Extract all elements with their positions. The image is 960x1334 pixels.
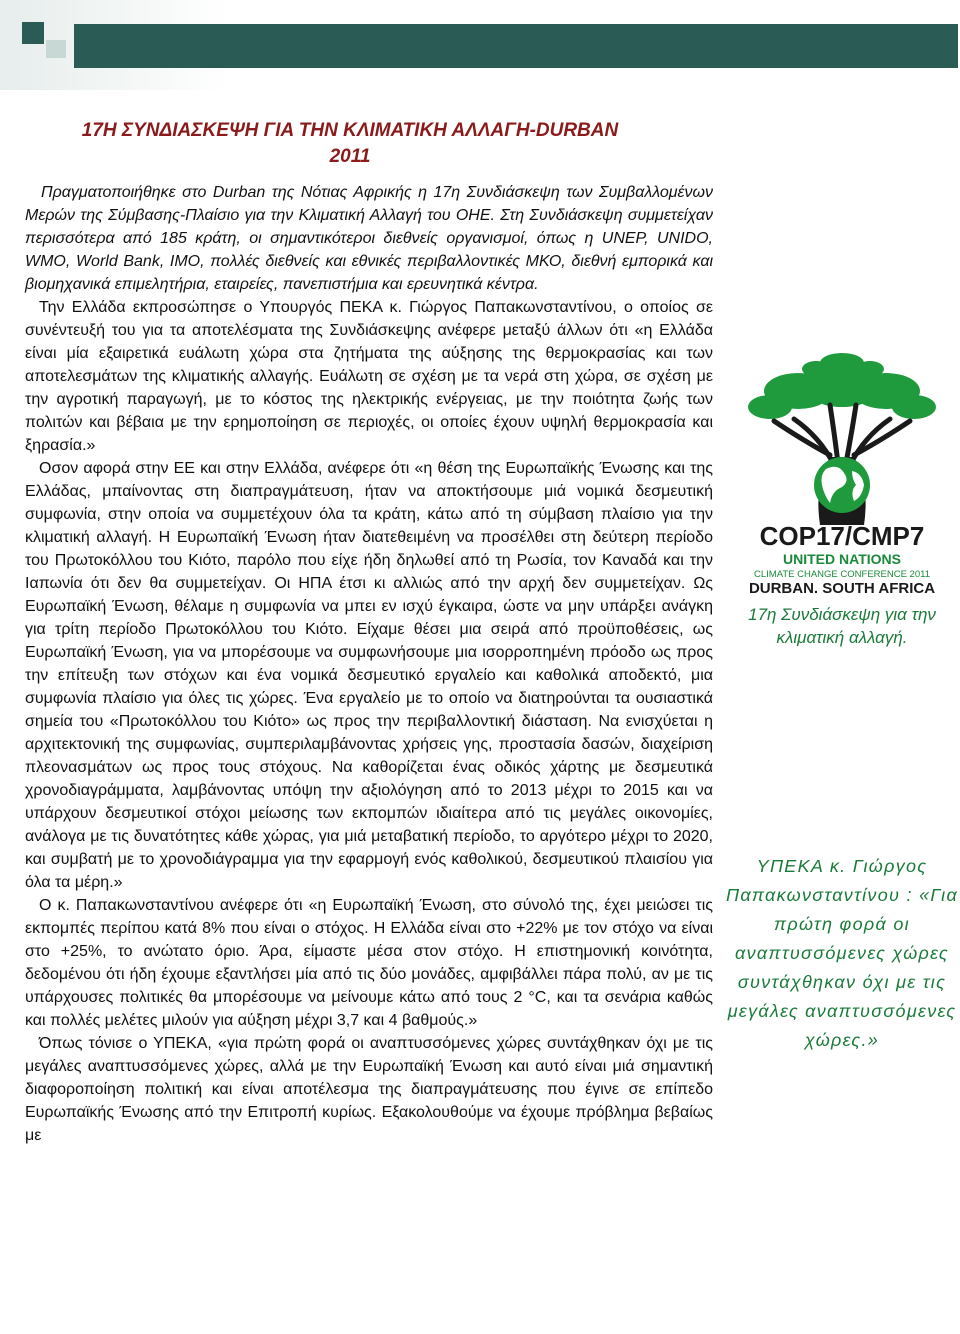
header-bar <box>74 24 958 68</box>
article-title-line2: 2011 <box>329 146 371 167</box>
tree-branches-icon <box>774 405 910 465</box>
paragraph: Ο κ. Παπακωνσταντίνου ανέφερε ότι «η Ευρωπαϊκή Ένωση, στο σύνολό της, έχει μειώσει τις εκπομπές περίπου κατά 8% που είναι ο στόχος. Η Ελλάδα είναι στο +22% με τον στόχο να είναι στο +25%, το ανώτατο όριο. Άρα, είμαστε μέσα στον στόχο. Η επιστημονική κοινότητα, δεδομένου ότι ήδη έχουμε εξαντλήσει μία από τις δύο μονάδες, αμφιβάλλει πάρα πολύ, αν με τις υπάρχουσες πολιτικές θα μπορέσουμε να μείνουμε κάτω από τους 2 °C, και τα σενάρια καθώς και πολλές μελέτες μιλούν για αύξηση μέχρι 3,7 και 4 βαθμούς.» <box>25 897 713 1029</box>
article-title <box>20 118 680 170</box>
logo-subtitle: UNITED NATIONS <box>783 551 901 567</box>
logo-caption: 17η Συνδιάσκεψη για την κλιματική αλλαγή. <box>748 605 936 647</box>
header-square-light <box>46 40 66 58</box>
paragraph: Την Ελλάδα εκπροσώπησε ο Υπουργός ΠΕΚΑ κ. Γιώργος Παπακωνσταντίνου, ο οποίος σε συνέντευξή του για τα αποτελέσματα της Συνδιάσκεψης ανέφερε μεταξύ άλλων ότι «η Ελλάδα είναι μία εξαιρετικά ευάλωτη χώρα στα ζητήματα της αύξησης της θερμοκρασίας και των αποτελεσμάτων της κλιματικής αλλαγής. Ευάλωτη σε σχέση με τα νερά στη χώρα, σε σχέση με την αγροτική παραγωγή, με το κόστος της ηλεκτρικής ενέργειας, με την ποιότητα ζωής των πολιτών και βέβαια με την ερημοποίηση σε περιοχές, οι οποίες έχουν υψηλή θερμοκρασία και ξηρασία.» <box>25 299 713 454</box>
paragraph-intro: Πραγματοποιήθηκε στο Durban της Νότιας Αφρικής η 17η Συνδιάσκεψη των Συμβαλλομένων Μερών της Σύμβασης-Πλαίσιο για την Κλιματική Αλλαγή του ΟΗΕ. Στη Συνδιάσκεψη συμμετείχαν περισσότερα από 185 κράτη, οι σημαντικότεροι διεθνείς οργανισμοί, όπως η UNEP, UNIDO, WMO, World Bank, IMO, πολλές διεθνείς και εθνικές περιβαλλοντικές ΜΚΟ, διεθνή εμπορικά και βιομηχανικά επιμελητήρια, εταιρείες, πανεπιστήμια και ερευνητικά κέντρα. <box>25 184 713 293</box>
logo-conference: CLIMATE CHANGE CONFERENCE 2011 <box>754 569 930 580</box>
tree-canopy-icon <box>748 353 936 419</box>
logo-location: DURBAN. SOUTH AFRICA <box>748 580 936 595</box>
paragraph: Όπως τόνισε ο ΥΠΕΚΑ, «για πρώτη φορά οι αναπτυσσόμενες χώρες συντάχθηκαν όχι με τις μεγάλες αναπτυσσόμενες χώρες, αλλά με την Ευρωπαϊκή Ένωση και αυτό είναι μιά σημαντική διαφοροποίηση πολιτική και είναι αποτέλεσμα της διαπραγμάτευσης που έγινε σε επίπεδο Ευρωπαϊκής Ένωσης από την Επιτροπή κυρίως. Εξακολουθούμε να έχουμε πρόβλημα βεβαίως με <box>25 1035 713 1144</box>
logo-title: COP17/CMP7 <box>759 521 925 551</box>
article-title-line1: 17Η ΣΥΝΔΙΑΣΚΕΨΗ ΓΙΑ ΤΗΝ ΚΛΙΜΑΤΙΚΗ ΑΛΛΑΓΗ-DURBAN <box>81 120 619 141</box>
cop17-logo <box>734 345 950 595</box>
article-body <box>25 181 713 1147</box>
globe-icon <box>814 457 870 513</box>
paragraph: Οσον αφορά στην ΕΕ και στην Ελλάδα, ανέφερε ότι «η θέση της Ευρωπαϊκής Ένωσης και της Ελλάδας, μπαίνοντας στη διαπραγμάτευση, ήταν να αποκτήσουμε μιά νομικά δεσμευτική συμφωνία, στην οποία να συμμετέχουν όλα τα κράτη, κάτω από τη σύμβαση πλαίσιο για την κλιματική αλλαγή. Η Ευρωπαϊκή Ένωση ήταν διατεθειμένη να προσέλθει στη δεύτερη περίοδο του Πρωτοκόλλου του Κιότο, παρόλο που είχε ήδη δηλωθεί από τη Ρωσία, τον Καναδά και την Ιαπωνία ότι δεν θα συμμετείχαν. Οι ΗΠΑ έτσι κι αλλιώς από την αρχή δεν συμμετείχαν. Ως Ευρωπαϊκή Ένωση, θέλαμε η συμφωνία να μπει εν ισχύ έγκαιρα, ώστε να μην υπάρξει ανάγκη για τρίτη περίοδο Πρωτοκόλλου του Κιότο. Είχαμε θέσει μια σειρά από προϋποθέσεις, ως Ευρωπαϊκή Ένωση, για να μπορέσουμε να συμφωνήσουμε μια ισορροπημένη πρόοδο ως προς την επίτευξη των στόχων και ένα νομικά δεσμευτικό εργαλείο και καθολικά αποδεκτό, μια συμφωνία πλαίσιο για όλες τις χώρες. Ένα εργαλείο με το οποίο να διατηρούνται τα ουσιαστικά σημεία του «Πρωτοκόλλου του Κιότο» ως προς την περιβαλλοντική διάσταση. Να ενισχύεται η αρχιτεκτονική της συμφωνίας, συμπεριλαμβάνοντας χρήσεις γης, προστασία δασών, διαχείριση πλεονασμάτων ως προς τους στόχους. Να καθορίζεται ένας οδικός χάρτης με δεσμευτικά χρονοδιαγράμματα, λαμβάνοντας υπόψη την αξιολόγηση από το 2013 μέχρι το 2015 και να υπάρχουν δεσμευτικοί στόχοι μείωσης των εκπομπών ιδιαίτερα από τις μεγάλες οικονομίες, ανάλογα με τις δυνατότητες κάθε χώρας, για μιά μεταβατική περίοδο, το αργότερο μέχρι το 2020, και συμβατή με το χρονοδιάγραμμα για την εφαρμογή ενός καθολικού, δεσμευτικού πλαισίου για όλα τα μέρη.» <box>25 460 713 891</box>
header-square <box>22 22 44 44</box>
pull-quote: ΥΠΕΚΑ κ. Γιώργος Παπακωνσταντίνου : «Για πρώτη φορά οι αναπτυσσόμενες χώρες συντάχθηκαν όχι με τις μεγάλες αναπτυσσόμενες χώρες.» <box>726 856 959 1050</box>
